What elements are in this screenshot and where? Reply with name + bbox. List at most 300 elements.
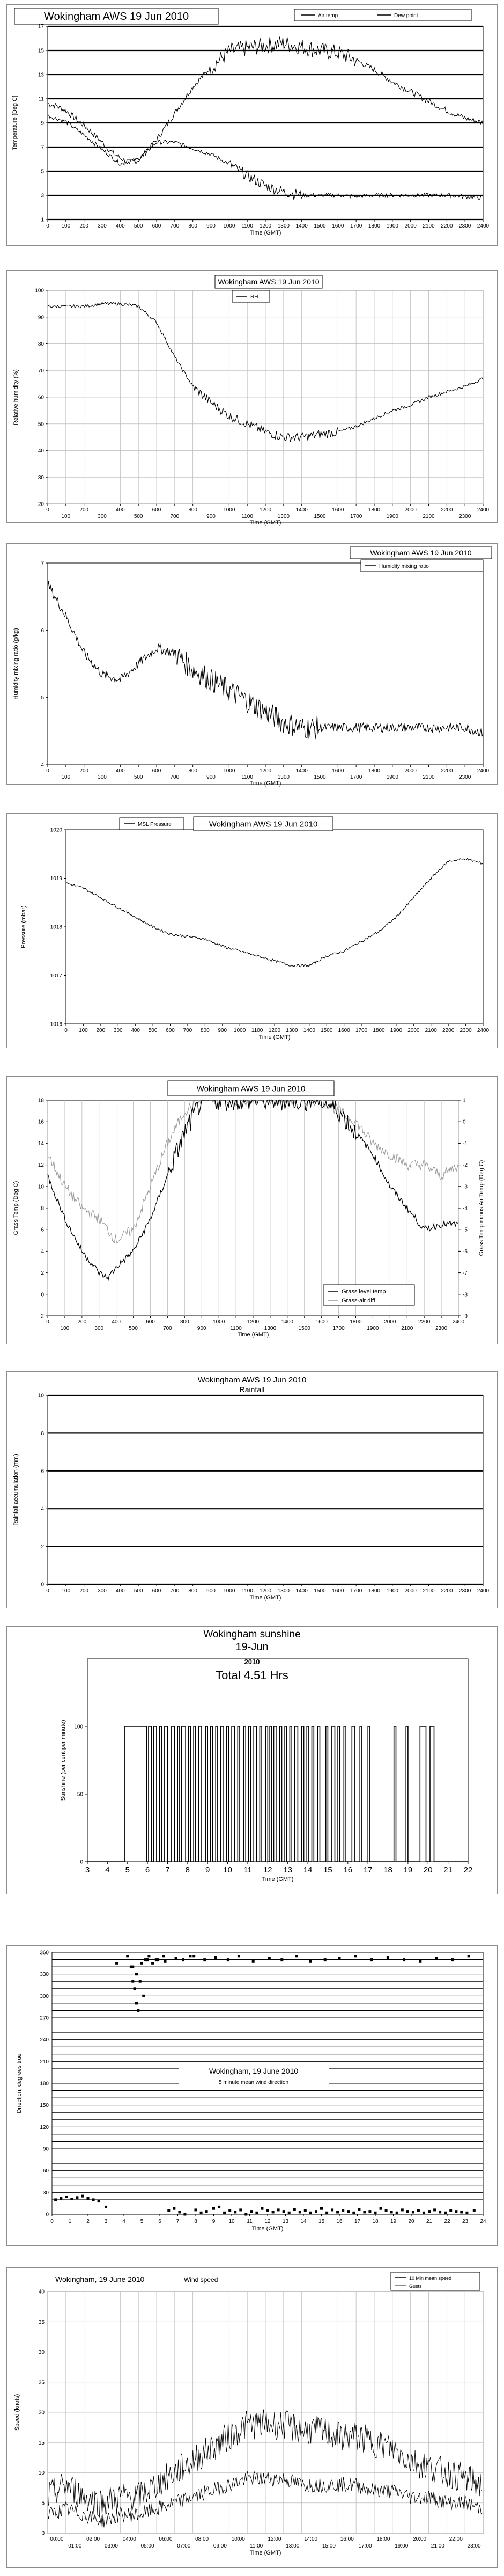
x-axis-label: Time (GMT) [251,2226,284,2232]
y-tick-label: 1020 [50,827,62,833]
data-point [387,1956,389,1959]
x-tick-label: 2100 [401,1326,413,1331]
x-tick-label: 2 [86,2219,90,2224]
y2-tick-label: -8 [463,1292,468,1298]
grass-chart [7,1077,497,1344]
x-tick-label: 2300 [459,223,471,229]
data-point [385,2209,388,2212]
x-tick-label: 10 [228,2219,235,2224]
legend-entry: Air temp [318,13,338,19]
x-tick-label: 1400 [295,507,308,513]
plot-area [48,563,483,765]
y-tick-label: 1017 [50,973,62,979]
x-tick-label: 1700 [350,223,362,229]
data-point [396,2212,398,2214]
legend-entry: Humidity mixing ratio [379,564,429,569]
x-tick-label: 2000 [404,1588,417,1594]
data-point [151,1962,154,1965]
x-tick-label: 07:00 [177,2543,191,2549]
y-tick-label: 20 [38,2410,45,2416]
y-tick-label: 8 [41,1430,44,1437]
x-axis-label: Time (GMT) [262,1876,294,1883]
x-axis-label: Time (GMT) [237,1331,269,1338]
x-tick-label: 1400 [303,1028,315,1034]
x-tick-label: 100 [60,1326,70,1331]
y-tick-label: 15 [38,2440,45,2446]
x-tick-label: 1500 [321,1028,333,1034]
data-point [435,1957,438,1959]
rh-chart [7,271,497,526]
x-tick-label: 900 [218,1028,227,1034]
y-axis-label: Relative humidity (%) [13,369,19,425]
x-tick-label: 1200 [259,223,272,229]
x-tick-label: 0 [64,1028,68,1034]
data-point [266,2209,269,2212]
y-tick-label: 14 [38,1140,44,1147]
x-tick-label: 2300 [459,1588,471,1594]
x-tick-label: 2000 [404,507,417,513]
x-tick-label: 1700 [355,1028,368,1034]
y-tick-label: 2 [41,1544,44,1550]
data-point [255,2212,258,2214]
data-point [444,2212,447,2214]
x-tick-label: 300 [98,774,107,780]
y2-tick-label: -4 [463,1205,468,1212]
x-tick-label: 500 [134,1588,143,1594]
chart-title: Wokingham, 19 June 2010 [209,2067,299,2075]
x-tick-label: 23 [462,2219,469,2224]
x-tick-label: 1400 [281,1319,293,1325]
x-tick-label: 3 [85,1865,90,1875]
data-point [155,1958,158,1961]
x-tick-label: 800 [180,1319,189,1325]
x-tick-label: 600 [152,1588,161,1594]
data-point [465,2212,468,2214]
chart-title: Wokingham sunshine [203,1629,301,1640]
data-point [92,2198,95,2201]
x-tick-label: 400 [115,768,125,774]
x-tick-label: 1100 [230,1326,242,1331]
data-point [195,2208,197,2211]
data-point [347,2210,350,2213]
x-tick-label: 1700 [332,1326,345,1331]
x-tick-label: 09:00 [213,2543,227,2549]
x-tick-label: 1800 [368,223,381,229]
x-tick-label: 1000 [223,768,235,774]
y2-tick-label: -3 [463,1184,468,1190]
x-tick-label: 2400 [452,1319,465,1325]
data-point [336,2211,339,2213]
x-tick-label: 300 [113,1028,123,1034]
pressure-chart [7,814,497,1048]
x-tick-label: 10 [223,1865,232,1875]
x-tick-label: 04:00 [122,2536,136,2542]
chart-subtitle: Rainfall [239,1385,265,1394]
y-tick-label: 18 [38,1097,44,1104]
data-point [76,2196,78,2199]
x-tick-label: 400 [112,1319,121,1325]
x-tick-label: 00:00 [50,2536,64,2542]
x-tick-label: 700 [170,1588,180,1594]
y-tick-label: 240 [40,2037,49,2044]
x-tick-label: 300 [98,223,107,229]
x-tick-label: 1100 [251,1028,263,1034]
x-tick-label: 400 [115,223,125,229]
y2-tick-label: -1 [463,1140,468,1147]
x-tick-label: 0 [46,507,49,513]
x-tick-label: 1600 [332,1588,344,1594]
x-tick-label: 1 [68,2219,72,2224]
y2-tick-label: -5 [463,1227,468,1233]
y-tick-label: 2 [41,1270,44,1277]
y2-tick-label: -9 [463,1313,468,1320]
data-point [280,1958,283,1961]
x-tick-label: 800 [188,1588,198,1594]
x-tick-label: 2200 [442,1028,455,1034]
data-point [374,2212,377,2214]
x-tick-label: 100 [79,1028,88,1034]
y-tick-label: 3 [41,193,44,199]
x-tick-label: 500 [134,774,143,780]
y-tick-label: 35 [38,2319,45,2325]
chart-subtitle: 5 minute mean wind direction [218,2080,289,2085]
data-point [293,2208,296,2211]
data-point [433,2208,436,2211]
legend-entry: 10 Min mean speed [409,2275,452,2281]
x-tick-label: 1000 [223,223,235,229]
data-point [324,1958,327,1961]
x-tick-label: 2400 [477,1028,490,1034]
y-tick-label: 0 [46,2212,49,2218]
x-tick-label: 2400 [477,223,490,229]
x-tick-label: 10:00 [231,2536,245,2542]
data-point [135,2002,138,2004]
x-tick-label: 400 [131,1028,140,1034]
data-point [403,1958,405,1961]
x-tick-label: 0 [46,768,49,774]
x-tick-label: 1900 [390,1028,403,1034]
x-tick-label: 300 [98,514,107,519]
y-tick-label: 270 [40,2015,49,2022]
x-tick-label: 02:00 [86,2536,100,2542]
y-tick-label: 1 [41,217,44,223]
data-point [401,2208,404,2211]
x-axis-label: Time (GMT) [249,519,281,526]
data-point [137,2009,139,2012]
y-axis-label: Temperature [Deg C] [12,95,18,151]
x-tick-label: 300 [98,1588,107,1594]
x-tick-label: 800 [200,1028,210,1034]
data-point [439,2211,441,2213]
x-tick-label: 2400 [477,768,490,774]
x-tick-label: 1200 [247,1319,260,1325]
y-tick-label: 80 [38,341,44,347]
rain-chart-panel [6,1371,498,1608]
x-tick-label: 100 [61,514,71,519]
x-tick-label: 100 [61,223,71,229]
y-tick-label: 25 [38,2380,45,2386]
x-tick-label: 1000 [223,1588,235,1594]
rh-chart-panel [6,270,498,526]
x-tick-label: 900 [197,1326,206,1331]
y-axis-label: Grass Temp (Deg C) [13,1181,19,1235]
x-tick-label: 13 [282,2219,289,2224]
x-tick-label: 100 [61,774,71,780]
y-tick-label: 5 [41,169,44,175]
legend-entry: Grass-air diff [342,1298,375,1304]
wind-speed-chart-panel [6,2267,498,2568]
x-tick-label: 700 [170,223,180,229]
data-point [283,2210,285,2213]
y-tick-label: 150 [40,2103,49,2109]
x-tick-label: 1700 [350,514,362,519]
x-tick-label: 2100 [423,774,435,780]
chart-title: Wokingham AWS 19 Jun 2010 [218,277,320,287]
y-tick-label: 50 [77,1791,83,1798]
data-point [338,1957,341,1959]
x-tick-label: 900 [206,514,216,519]
x-tick-label: 1500 [314,1588,326,1594]
x-tick-label: 1500 [314,774,326,780]
data-point [126,1955,129,1957]
data-point [363,2211,366,2213]
x-tick-label: 19:00 [395,2543,409,2549]
x-tick-label: 500 [134,223,143,229]
data-point [331,2208,333,2211]
x-tick-label: 1300 [277,774,290,780]
x-tick-label: 1500 [298,1326,310,1331]
data-point [272,2211,275,2213]
y-tick-label: 7 [41,144,44,151]
x-tick-label: 2300 [459,1028,472,1034]
x-tick-label: 13 [283,1865,293,1875]
data-point [147,1955,150,1957]
x-tick-label: 1300 [277,514,290,519]
data-point [175,1957,177,1959]
x-tick-label: 2000 [404,223,417,229]
legend-entry: MSL Pressure [138,822,172,828]
data-point [212,2207,215,2210]
y-tick-label: 10 [38,2470,45,2476]
x-tick-label: 13:00 [286,2543,300,2549]
data-point [412,2211,414,2213]
y-tick-label: 180 [40,2081,49,2087]
x-tick-label: 4 [122,2219,125,2224]
x-tick-label: 1400 [295,223,308,229]
x-tick-label: 900 [206,774,216,780]
x-tick-label: 1000 [213,1319,225,1325]
x-tick-label: 1500 [314,514,326,519]
x-tick-label: 1300 [264,1326,277,1331]
x-tick-label: 2100 [425,1028,437,1034]
chart-total: Total 4.51 Hrs [216,1668,288,1682]
y2-axis-label: Grass Temp minus Air Temp (Deg C) [478,1160,485,1256]
data-point [178,2211,181,2213]
y-tick-label: 50 [38,421,44,428]
y-tick-label: 16 [38,1119,44,1125]
x-axis-label: Time (GMT) [258,1034,291,1041]
y-tick-label: 13 [38,72,44,78]
hmr-chart [7,544,497,787]
data-point [60,2197,62,2200]
data-point [390,2211,393,2213]
x-tick-label: 100 [61,1588,71,1594]
x-tick-label: 1300 [286,1028,298,1034]
legend-entry: Gusts [409,2284,422,2289]
y-axis-label: Humidity mixing ratio (g/kg) [13,628,19,700]
x-tick-label: 1600 [332,768,344,774]
y2-tick-label: 1 [463,1097,466,1104]
x-tick-label: 700 [183,1028,192,1034]
y-tick-label: 9 [41,120,44,127]
data-point [417,2209,420,2212]
x-tick-label: 1100 [241,223,253,229]
x-tick-label: 18 [383,1865,392,1875]
data-point [473,2209,476,2212]
x-tick-label: 2300 [459,774,471,780]
data-point [164,1960,167,1963]
data-point [115,1962,118,1965]
y-tick-label: 90 [38,314,44,321]
sunshine-chart [7,1627,497,1894]
data-point [423,2212,425,2214]
x-tick-label: 1100 [241,774,253,780]
y-tick-label: 30 [42,2190,49,2196]
x-tick-label: 4 [105,1865,110,1875]
x-tick-label: 03:00 [104,2543,118,2549]
data-point [228,2209,231,2212]
chart-title: Wokingham AWS 19 Jun 2010 [370,548,472,558]
data-point [192,1955,195,1957]
data-point [252,1960,255,1963]
data-point [131,1980,134,1983]
legend-entry: RH [250,294,258,300]
x-tick-label: 1700 [350,774,362,780]
wind-direction-chart [7,1946,497,2245]
x-tick-label: 0 [46,1319,49,1325]
rain-chart [7,1372,497,1608]
x-axis-label: Time (GMT) [249,2550,281,2556]
x-tick-label: 800 [188,223,198,229]
x-tick-label: 12 [263,1865,272,1875]
x-tick-label: 20 [408,2219,414,2224]
x-tick-label: 16:00 [340,2536,354,2542]
x-tick-label: 2000 [407,1028,420,1034]
x-tick-label: 0 [50,2219,54,2224]
data-point [130,1966,132,1968]
x-tick-label: 21 [426,2219,433,2224]
data-point [65,2196,68,2198]
x-tick-label: 2200 [441,223,453,229]
x-tick-label: 700 [170,514,180,519]
x-tick-label: 1100 [241,514,253,519]
x-tick-label: 1300 [277,1588,290,1594]
y-tick-label: 6 [41,1227,44,1233]
x-tick-label: 1600 [332,507,344,513]
data-point [320,2207,323,2210]
y-tick-label: 30 [38,474,44,481]
x-tick-label: 11 [243,1865,252,1875]
x-tick-label: 200 [79,223,89,229]
y2-tick-label: 0 [463,1119,466,1125]
data-point [342,2209,344,2212]
y-tick-label: 100 [74,1724,83,1730]
data-point [451,1958,454,1961]
x-tick-label: 7 [165,1865,170,1875]
x-tick-label: 0 [46,223,49,229]
x-tick-label: 200 [77,1319,87,1325]
x-tick-label: 1600 [338,1028,350,1034]
data-point [455,2210,457,2213]
x-tick-label: 400 [115,507,125,513]
x-tick-label: 200 [79,1588,89,1594]
y-tick-label: 0 [41,2530,45,2537]
data-point [250,2210,253,2213]
x-tick-label: 2300 [435,1326,448,1331]
x-tick-label: 01:00 [68,2543,82,2549]
x-tick-label: 22 [463,1865,473,1875]
y-tick-label: 5 [41,2500,45,2507]
y-axis-label: Sunshine (per cent per minute) [60,1719,66,1801]
x-tick-label: 2200 [441,1588,453,1594]
data-point [105,2206,107,2208]
data-point [214,1956,217,1959]
y-tick-label: 8 [41,1205,44,1212]
sunshine-chart-panel [6,1626,498,1894]
data-point [358,2208,360,2211]
data-point [218,2206,220,2208]
x-tick-label: 1900 [386,1588,398,1594]
x-tick-label: 1600 [315,1319,328,1325]
data-point [315,2210,317,2213]
data-point [173,2207,175,2210]
y-tick-label: 6 [41,627,44,634]
x-tick-label: 1900 [367,1326,379,1331]
x-tick-label: 22 [444,2219,450,2224]
x-tick-label: 2300 [459,514,471,519]
chart-title: Wokingham AWS 19 Jun 2010 [197,1375,307,1385]
data-point [354,1955,357,1957]
data-point [139,1980,142,1983]
data-point [299,2211,301,2213]
y-tick-label: 40 [38,2289,45,2295]
x-tick-label: 21 [443,1865,453,1875]
x-tick-label: 2100 [423,514,435,519]
chart-date: 19-Jun [235,1641,269,1653]
x-tick-label: 24 [480,2219,486,2224]
data-point [268,1957,271,1959]
data-point [144,1958,147,1961]
legend-entry: Grass level temp [342,1289,386,1295]
y-tick-label: 40 [38,448,44,454]
x-tick-label: 600 [166,1028,175,1034]
data-point [309,2212,312,2214]
y-tick-label: 330 [40,1972,49,1978]
x-tick-label: 8 [185,1865,190,1875]
x-tick-label: 900 [206,223,216,229]
data-point [309,1960,312,1963]
pressure-chart-panel [6,813,498,1048]
x-tick-label: 900 [206,1588,216,1594]
y-tick-label: -2 [39,1313,44,1320]
x-tick-label: 1100 [241,1588,253,1594]
data-point [183,2213,186,2216]
x-tick-label: 2400 [477,507,490,513]
x-tick-label: 16 [336,2219,343,2224]
data-point [167,2209,170,2212]
x-tick-label: 1500 [314,223,326,229]
x-tick-label: 1400 [295,768,308,774]
